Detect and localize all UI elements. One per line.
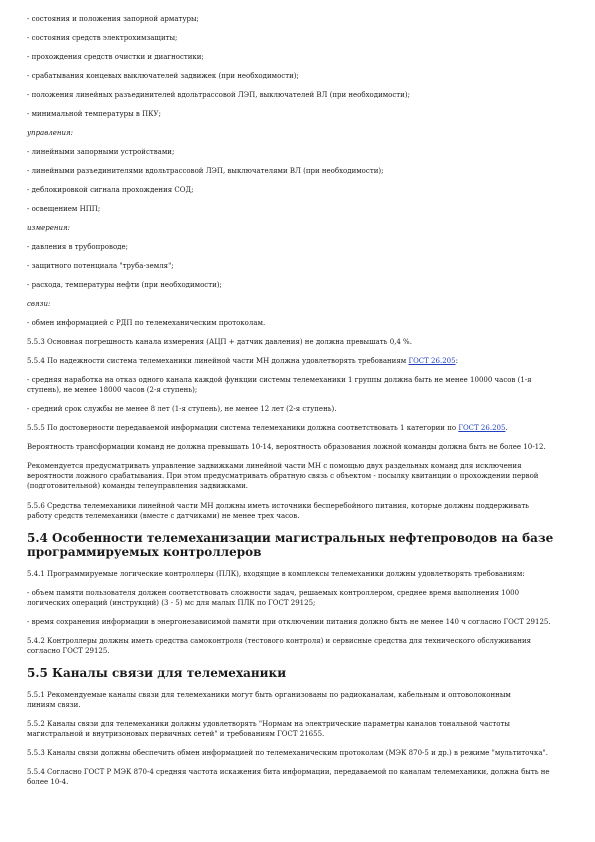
paragraph-5-5-4-channels: 5.5.4 Согласно ГОСТ Р МЭК 870-4 средняя частота искажения бита информации, передаваемой по каналам телемеханики, должна быть не [27,768,550,776]
text-line: Вероятность трансформации команд не должна превышать 10-14, вероятность образования ложной команды должна быть не более 10-12. [27,443,546,451]
text-line: - средняя наработка на отказ одного канала каждой функции системы телемеханики 1 группы должна быть не менее 10000 часов (1-я [27,376,532,384]
gost-26-205-link[interactable]: ГОСТ 26.205 [458,424,506,432]
heading-line: программируемых контроллеров [27,545,262,559]
text-line: вероятности ложного срабатывания. При этом предусматривать обратную связь с объектом - посылку квитанции о прохождении первой [27,472,539,480]
text-line: - давления в трубопроводе; [27,243,128,251]
text-line: - срабатывания концевых выключателей задвижек (при необходимости); [27,72,299,80]
text-line: - расхода, температуры нефти (при необходимости); [27,281,222,289]
paragraph-text: 5.5.5 По достоверности передаваемой информации система телемеханики должна соответствовать 1 категории по [27,424,459,432]
text-line: - освещением НПП; [27,205,101,213]
text-line: - положения линейных разъединителей вдольтрассовой ЛЭП, выключателей ВЛ (при необходимости); [27,91,410,99]
paragraph-5-4-1: 5.4.1 Программируемые логические контроллеры (ПЛК), входящие в комплексы телемеханики должны удовлетворять требованиям: [27,570,525,578]
subheading-control: управления: [27,129,74,137]
section-heading-5-5: 5.5 Каналы связи для телемеханики [27,666,287,680]
gost-26-205-link[interactable]: ГОСТ 26.205 [408,357,456,365]
text-line: - обмен информацией с РДП по телемеханическим протоколам. [27,319,266,327]
text-line: ступень), не менее 18000 часов (2-я ступень); [27,386,198,394]
text-line: магистральной и внутризоновых первичных сетей" и требованиям ГОСТ 21655. [27,730,325,738]
text-line: - линейными разъединителями вдольтрассовой ЛЭП, выключателями ВЛ (при необходимости); [27,167,384,175]
paragraph-text: 5.5.4 По надежности система телемеханики линейной части МН должна удовлетворять требованиям [27,357,409,365]
text-line: - объем памяти пользователя должен соответствовать сложности задач, решаемых контроллером, среднее время выполнения 1000 [27,589,520,597]
paragraph-5-4-2: 5.4.2 Контроллеры должны иметь средства самоконтроля (тестового контроля) и сервисные средства для технического обслуживания [27,637,532,645]
text-line: (подготовительной) команды телеуправления задвижками. [27,482,249,490]
section-heading-5-4 [27,531,572,559]
text-line: - линейными запорными устройствами; [27,148,175,156]
text-line: - средний срок службы не менее 8 лет (1-я ступень), не менее 12 лет (2-я ступень). [27,405,337,413]
subheading-communication: связи: [27,300,51,308]
heading-line: 5.4 Особенности телемеханизации магистральных нефтепроводов на базе [27,531,554,545]
text-line: - защитного потенциала "труба-земля"; [27,262,174,270]
document-page [27,14,572,787]
text-line: более 10-4. [27,778,69,786]
paragraph-5-5-5 [27,423,572,433]
text-line: 5.5.6 Средства телемеханики линейной части МН должны иметь источники бесперебойного питания, которые должны поддерживать [27,502,529,510]
text-line: работу средств телемеханики (вместе с датчиками) не менее трех часов. [27,512,300,520]
text-line: - деблокировкой сигнала прохождения СОД; [27,186,194,194]
paragraph-5-5-3: 5.5.3 Основная погрешность канала измерения (АЦП + датчик давления) не должна превышать 0,4 %. [27,338,412,346]
text-line: - состояния средств электрохимзащиты; [27,34,178,42]
text-line: логических операций (инструкций) (3 - 5) мс для малых ПЛК по ГОСТ 29125; [27,599,316,607]
text-line: Рекомендуется предусматривать управление задвижками линейной части МН с помощью двух раздельных команд для исключения [27,462,522,470]
text-line: - время сохранения информации в энергонезависимой памяти при отключении питания должно быть не менее 140 ч согласно ГОСТ 29125. [27,618,551,626]
paragraph-5-5-1: 5.5.1 Рекомендуемые каналы связи для телемеханики могут быть организованы по радиоканалам, кабельным и оптоволоконным [27,691,511,699]
text-line: - минимальной температуры в ПКУ; [27,110,161,118]
paragraph-5-5-2: 5.5.2 Каналы связи для телемеханики должны удовлетворять "Нормам на электрические параметры каналов тональной частоты [27,720,510,728]
paragraph-tail: . [505,424,508,432]
text-line: - прохождения средств очистки и диагностики; [27,53,204,61]
subheading-measurement: измерения: [27,224,71,232]
text-line: согласно ГОСТ 29125. [27,647,110,655]
paragraph-tail: : [455,357,458,365]
paragraph-5-5-4 [27,356,572,366]
text-line: линиям связи. [27,701,81,709]
text-line: - состояния и положения запорной арматуры; [27,15,199,23]
paragraph-5-5-3-channels: 5.5.3 Каналы связи должны обеспечить обмен информацией по телемеханическим протоколам (МЭК 870-5 и др.) в режиме "мультиточка". [27,749,548,757]
